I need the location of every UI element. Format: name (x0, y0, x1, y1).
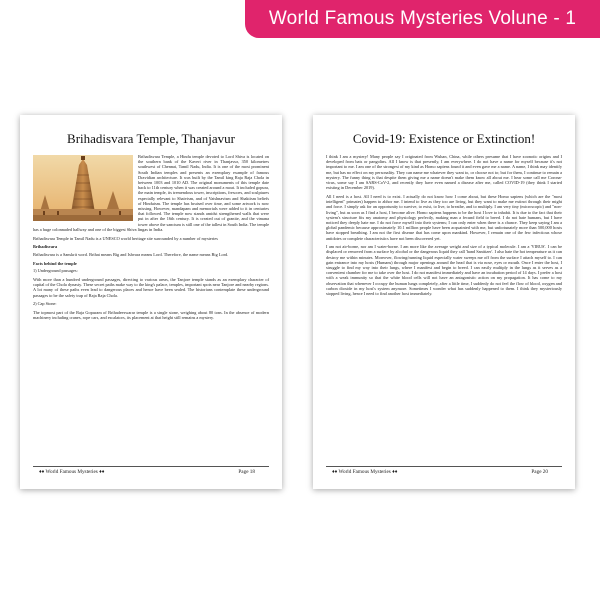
item-underground-passages: 1) Underground passages: (33, 268, 78, 274)
right-paragraph-2: All I need is a host. All I need is to exist. I actually do not know how I come about, but these Homo sapiens (which are the "most intelligent" primates) happen to abhor me. I intend to live as they too are living, but they want to make me extinct through their might and force. I simply ask for an opportunity to survive, to exist, to live, to breathe, and to multiply. I am very tiny (microscopic) and "non-living", but as soon as I find a host, I become alive. Homo sapiens happens to be the host I love to inhabit. It is due to the fact that their system's structure fits my anatomy and physiology perfectly, making man a fecund field to breed. I do not hate humans, but I have noticed they deeply hate me. I do not force myself into their systems; I can only enter when there is a chance. They keep saying I am a global pandemic because approximately 10.1 million people have been acquainted with me, but unfortunately more than 500,000 hosts have stopped breathing. I am not the first disease that has come upon mankind. However, I remain one of the few infectious whose antidotes or complete characteristics have not been discovered yet. (326, 193, 562, 241)
left-paragraph-2: Brihadisvara Temple in Tamil Nadu is a UNESCO world heritage site surrounded by a number of mysteries (33, 235, 218, 241)
left-paragraph-5: The topmost part of the Raja Gopuram of Brihadeeswarar temple is a single stone, weighing about 80 tons. In the absence of modern machinery including cranes, rope cars, and escalators, its placement at that height still remains a mystery. (33, 310, 269, 321)
right-paragraph-1: I think I am a mystery! Many people say I originated from Wuhan, China, while others presume that I have zoonotic origins and I developed from bats or pangolins. All I know is that presently, I am everywhere. I do not have a name for myself because it's not important to me. I am one of the strongest of my kind as Homo sapiens found it and even gave me a name. A name, I think may identify me, but has no effect on my personality. They can name me whatever they want to, or choose not to; but for them, I continue to remain a mystery. The funny thing is that despite them giving me a name doesn't make them know all about me. I hear some call me Corona-virus, some say I am SARS-CoV-2, and recently they have even named a disease after me, called COVID-19 (they think I started existing in December 2019). (326, 154, 562, 191)
banner-title: World Famous Mysteries Volune - 1 (268, 8, 577, 29)
left-page-body (33, 154, 269, 320)
page-number: Page 18 (238, 469, 255, 475)
item-cap-stone: 2) Cap Stone: (33, 301, 57, 307)
heading-brihadisvara: Brihadisvara (33, 244, 58, 250)
right-page-title: Covid-19: Existence or Extinction! (352, 131, 536, 146)
temple-photo (33, 155, 133, 221)
left-paragraph-1: Brihadisvara Temple, a Hindu temple devoted to Lord Shiva is located on the southern bank of the Kaveri river in Thanjavur, 350 kilometres southwest of Chennai, Tamil Nadu, India. It is one of the most prominent South Indian temples and presents an exemplary example of famous Dravidian architecture. It was built by the Tamil king Raja Raja Chola in between 1003 and 1010 AD. The original monuments of this temple date back to 11th century when it was created around a moat. It included gopura, the main temple, its tremendous tower, inscriptions, frescoes, and sculptures especially relevant to Shaivism, and of Vaishnavism and Shaktism beliefs of Hinduism. The temple has bruised over time, and some artwork is now missing. However, mandapam and memorials were added to it in centuries that followed. The temple now stands amidst strengthened walls that were put in after the 16th century. It is created out of granite, and the vimana tower above the sanctum is still one of the tallest in South India. The temple has a huge colonnaded hallway and one of the biggest Shiva lingas in India. (33, 154, 269, 232)
page-number: Page 20 (531, 469, 548, 475)
left-paragraph-4: With more than a hundred underground passages, directing to various areas, the Tanjore temple stands as an exemplary character of capital of the Chola dynasty. These secret paths make way to the king's palace, temples, important spots near Tanjore and nearby regions. A lot many of these paths even lead to dangerous places and hence have been sealed. The historians contemplate these underground passages to be the safety trap of Raja Raja Chola. (33, 277, 269, 298)
right-page-footer (326, 466, 562, 475)
footer-book-title: ♦♦ World Famous Mysteries ♦♦ (39, 469, 105, 475)
right-page (313, 115, 575, 489)
volume-banner (245, 0, 600, 38)
left-paragraph-3: Brihadisvara is a Sanskrit word. Brihat means Big and Ishvara means Lord. Therefore, the name means Big Lord. (33, 251, 229, 257)
left-page-title: Brihadisvara Temple, Thanjavur (67, 131, 235, 146)
left-page (20, 115, 282, 489)
left-page-footer (33, 466, 269, 475)
footer-book-title: ♦♦ World Famous Mysteries ♦♦ (332, 469, 398, 475)
right-page-body (326, 154, 562, 296)
heading-facts: Facts behind the temple (33, 260, 77, 266)
right-paragraph-3: I am not air-borne, nor am I water-borne. I am more like the average weight and size of a typical molecule. I am a 'VIRUS'. I can be displaced or removed from a surface by alcohol or the dangerous liquid they call 'hand Sanitizer'. I also hate the hot temperature as it can destroy me within minutes. Moreover, flowing/running liquid especially water sweeps me off from the surface I attach myself to. I can gain entrance into my hosts (Humans) through major openings around the head that is via nose, eyes or mouth. Once I enter the host, I struggle to find my way into their lungs, where I manifest and begin to breed. I can easily multiply in the lungs as it serves as a convenient chamber for me to take over the host. I do not manifest immediately and have an incubation period of 14 days. I prefer a host with a weak immunity so that the white blood cells will not have an antagonistic action on my propagation. It has come to my observation that whenever I occupy the human lungs completely, after a little time, I suddenly do not feel the flow of blood, oxygen and carbon dioxide in my host's system anymore. Sometimes I wonder what has suddenly happened to them. I think they mysteriously stopped living, hence I need to find another host immediately. (326, 244, 562, 297)
